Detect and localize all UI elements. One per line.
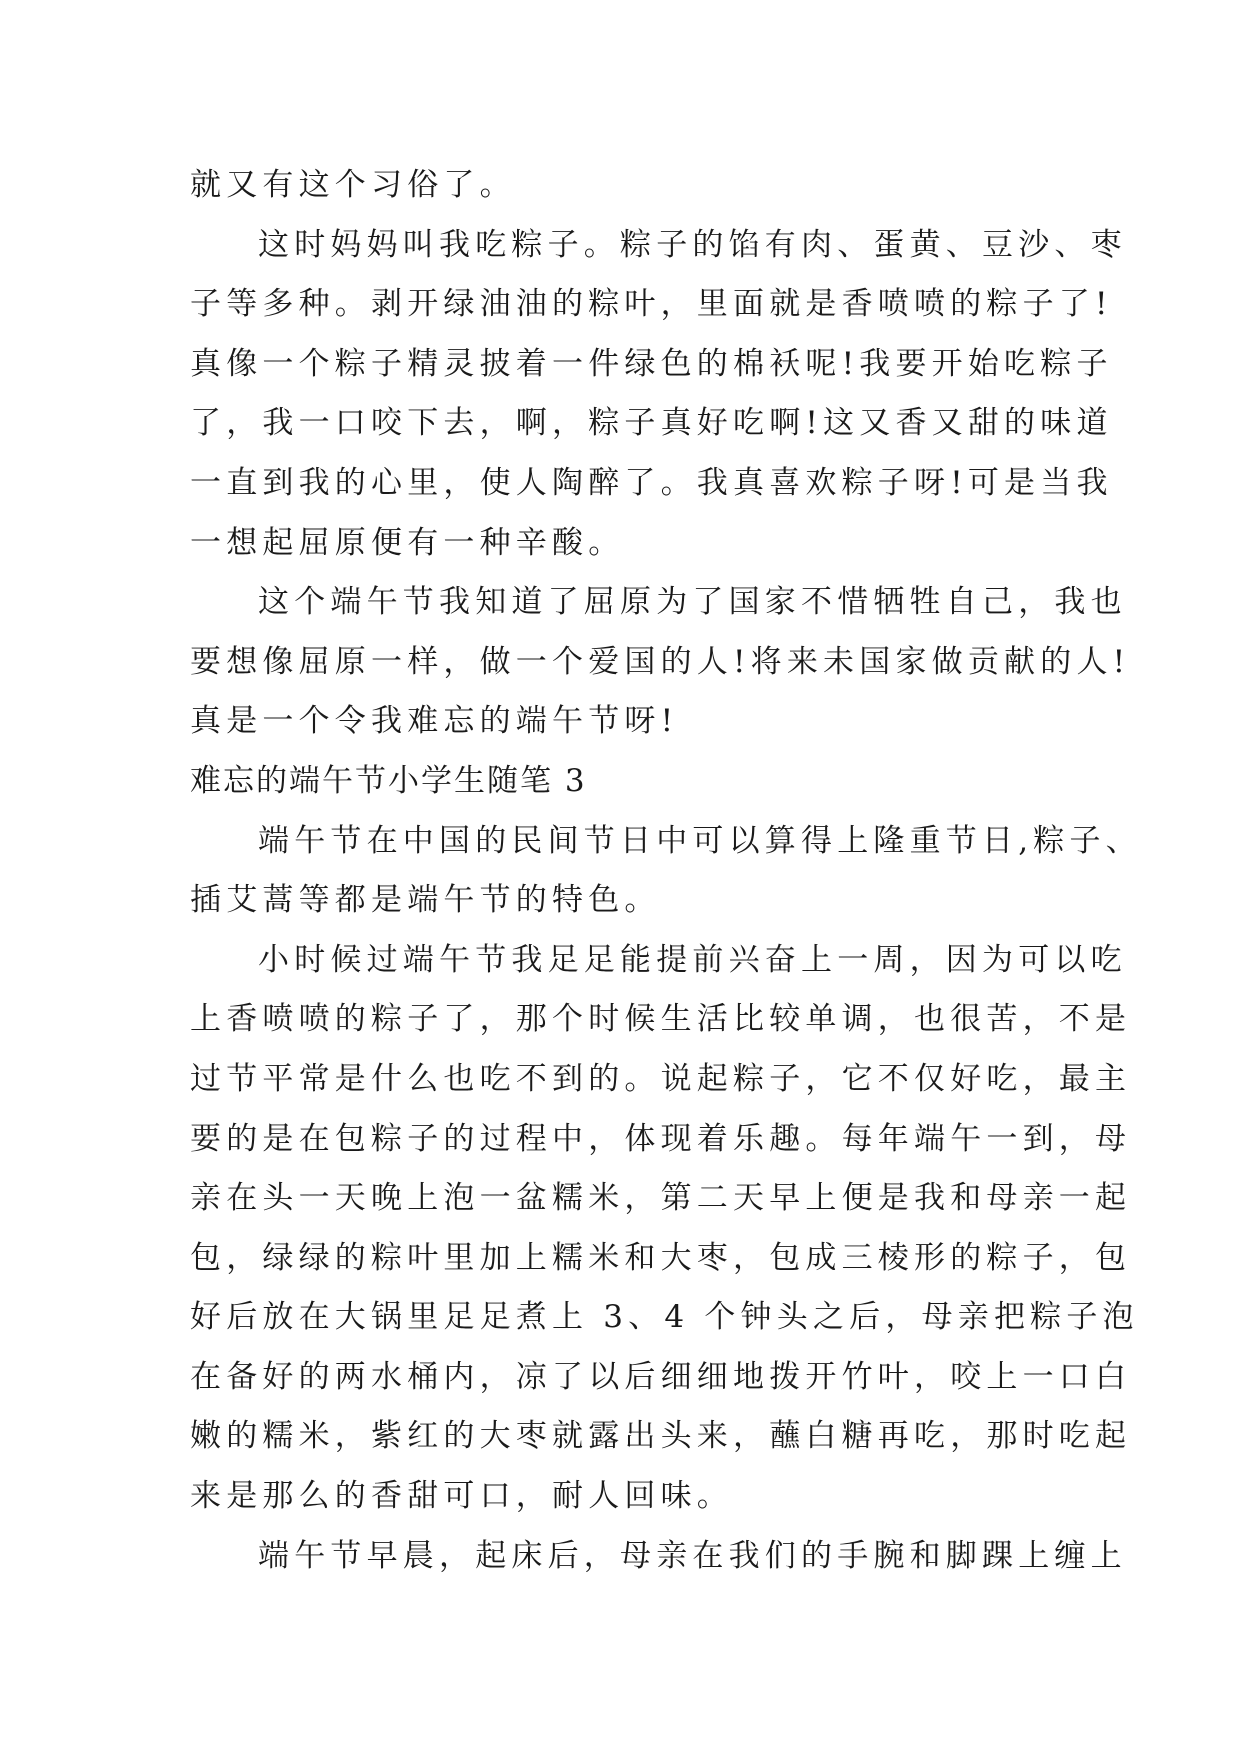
text-line: 插艾蒿等都是端午节的特色。 (190, 882, 661, 919)
text-line: 过节平常是什么也吃不到的。说起粽子，它不仅好吃，最主 (190, 1060, 1132, 1097)
text-line: 就又有这个习俗了。 (190, 167, 516, 203)
text-line: 一想起屈原便有一种辛酸。 (190, 524, 625, 561)
text-line: 要想像屈原一样，做一个爱国的人!将来未国家做贡献的人! (190, 643, 1131, 680)
text-line: 了，我一口咬下去，啊，粽子真好吃啊!这又香又甜的味道 (190, 405, 1113, 442)
text-line: 一直到我的心里，使人陶醉了。我真喜欢粽子呀!可是当我 (190, 464, 1113, 501)
text-line: 要的是在包粽子的过程中，体现着乐趣。每年端午一到，母 (190, 1120, 1132, 1157)
paragraph-start-line: 端午节在中国的民间节日中可以算得上隆重节日,粽子、 (258, 822, 1142, 859)
text-line: 嫩的糯米，紫红的大枣就露出头来，蘸白糖再吃，那时吃起 (190, 1418, 1132, 1455)
section-heading: 难忘的端午节小学生随笔 3 (190, 762, 587, 799)
text-line: 亲在头一天晚上泡一盆糯米，第二天早上便是我和母亲一起 (190, 1180, 1132, 1217)
text-line: 上香喷喷的粽子了，那个时候生活比较单调，也很苦，不是 (190, 1001, 1132, 1038)
document-body (190, 156, 1142, 1586)
text-line: 子等多种。剥开绿油油的粽叶，里面就是香喷喷的粽子了! (190, 286, 1113, 323)
text-line: 来是那么的香甜可口，耐人回味。 (190, 1478, 733, 1515)
paragraph-start-line: 小时候过端午节我足足能提前兴奋上一周，因为可以吃 (258, 941, 1127, 978)
text-line: 包，绿绿的粽叶里加上糯米和大枣，包成三棱形的粽子，包 (190, 1239, 1132, 1276)
paragraph-start-line: 这时妈妈叫我吃粽子。粽子的馅有肉、蛋黄、豆沙、枣 (258, 226, 1127, 263)
text-line: 好后放在大锅里足足煮上 3、4 个钟头之后，母亲把粽子泡 (190, 1299, 1139, 1336)
paragraph-start-line: 这个端午节我知道了屈原为了国家不惜牺牲自己，我也 (258, 584, 1127, 621)
text-line: 在备好的两水桶内，凉了以后细细地拨开竹叶，咬上一口白 (190, 1358, 1132, 1395)
paragraph-start-line: 端午节早晨，起床后，母亲在我们的手腕和脚踝上缠上 (258, 1537, 1127, 1574)
text-line: 真像一个粽子精灵披着一件绿色的棉袄呢!我要开始吃粽子 (190, 345, 1113, 382)
text-line: 真是一个令我难忘的端午节呀! (190, 703, 679, 740)
